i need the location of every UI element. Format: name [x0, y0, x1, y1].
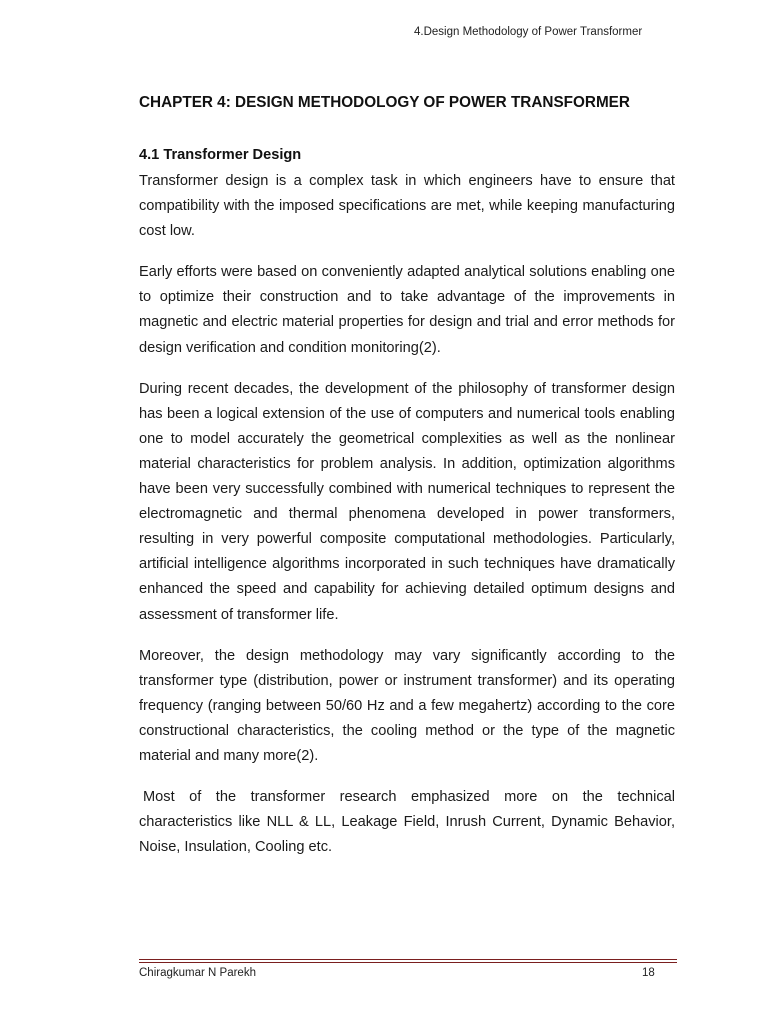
body-text [139, 169, 675, 876]
paragraph-intro: Transformer design is a complex task in which engineers have to ensure that compatibility with the imposed specifications are met, while keeping manufacturing cost low. [139, 173, 675, 240]
chapter-title: CHAPTER 4: DESIGN METHODOLOGY OF POWER TRANSFORMER [139, 94, 630, 111]
section-heading: 4.1 Transformer Design [139, 147, 302, 163]
paragraph-early-efforts: Early efforts were based on conveniently adapted analytical solutions enabling one to optimize their construction and to take advantage of the improvements in magnetic and electric material properties for design and trial and error methods for design verification and condition monitoring(2). [139, 264, 675, 356]
page-number: 18 [642, 967, 655, 979]
paragraph-recent-decades: During recent decades, the development of the philosophy of transformer design has been a logical extension of the use of computers and numerical tools enabling one to model accurately the geometrical complexities as well as the nonlinear material characteristics for problem analysis. In addition, optimization algorithms have been very successfully combined with numerical techniques to represent the electromagnetic and thermal phenomena developed in power transformers, resulting in very powerful composite computational methodologies. Particularly, artificial intelligence algorithms incorporated in such techniques have dramatically enhanced the speed and capability for achieving detailed optimum designs and assessment of transformer life. [139, 380, 675, 623]
paragraph-moreover: Moreover, the design methodology may vary significantly according to the transformer type (distribution, power or instrument transformer) and its operating frequency (ranging between 50/60 Hz and a few megahertz) according to the core constructional characteristics, the cooling method or the type of the magnetic material and many more(2). [139, 647, 675, 764]
footer-rule [139, 959, 677, 963]
paragraph-research: Most of the transformer research emphasized more on the technical characteristics like NLL & LL, Leakage Field, Inrush Current, Dynamic Behavior, Noise, Insulation, Cooling etc. [139, 789, 675, 856]
running-header: 4.Design Methodology of Power Transformer [414, 26, 643, 38]
footer-author: Chiragkumar N Parekh [139, 967, 256, 979]
